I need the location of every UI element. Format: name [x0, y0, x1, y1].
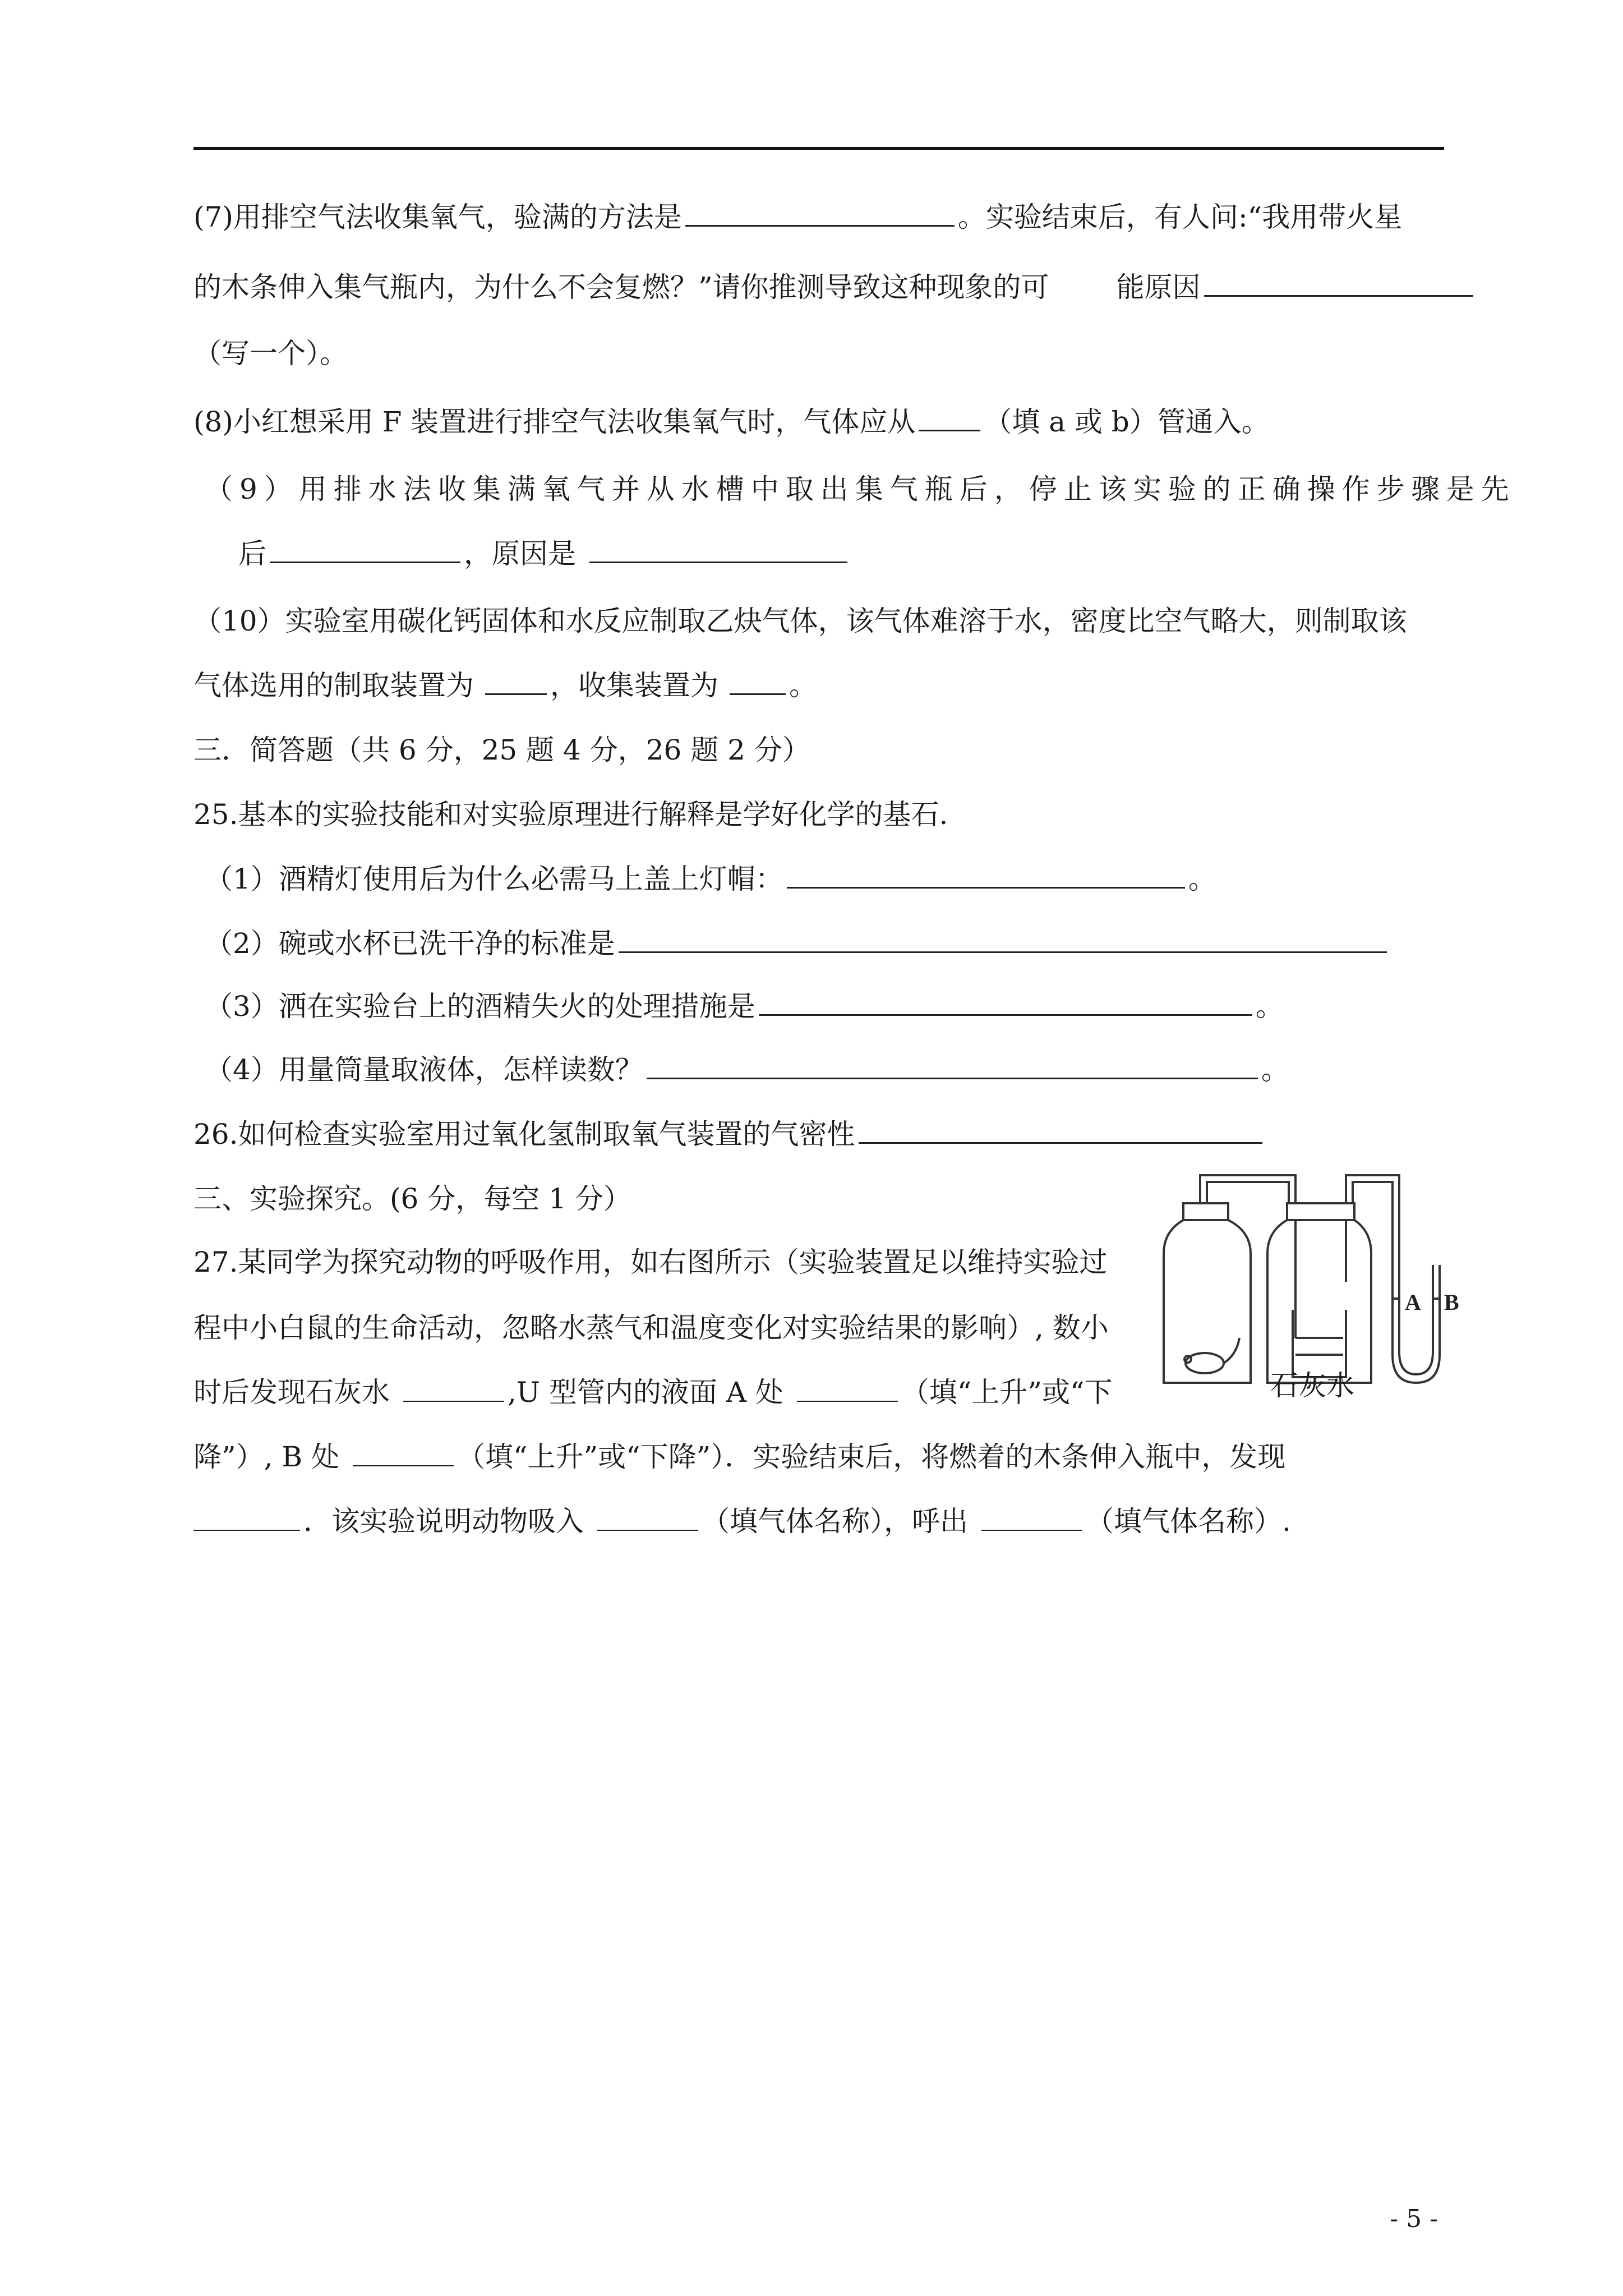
q7-line-1	[193, 199, 1402, 235]
q25-text: 。	[1188, 863, 1216, 895]
q27-text: ,U 型管内的液面 A 处	[508, 1376, 783, 1409]
q9-text: ，原因是	[464, 537, 576, 570]
q27-text: 降”）, B 处	[193, 1441, 339, 1473]
q9-blank-2[interactable]	[589, 537, 847, 563]
q10-blank-1[interactable]	[485, 669, 547, 695]
q27-blank-3[interactable]	[353, 1441, 454, 1466]
q9-text: （9）用排水法收集满氧气并从水槽中取出集气瓶后，停止该实验的正确操作步骤是先	[205, 473, 1516, 505]
q7-line-3	[193, 335, 348, 371]
page-number: - 5 -	[1390, 2205, 1438, 2233]
q27-text: （填“上升”或“下降”）．实验结束后，将燃着的木条伸入瓶中，发现	[457, 1441, 1286, 1473]
q25-text: 。	[1255, 990, 1284, 1023]
q10-text: 气体选用的制取装置为	[193, 669, 474, 702]
q27-line-5	[193, 1503, 1291, 1539]
q7-text: （写一个）。	[193, 337, 348, 370]
q27-text: ．该实验说明动物吸入	[303, 1505, 584, 1538]
q8-text: (8)小红想采用 F 装置进行排空气法收集氧气时，气体应从	[193, 406, 916, 438]
figure-caption: 石灰水	[1270, 1369, 1354, 1402]
q25-stem: 25.基本的实验技能和对实验原理进行解释是学好化学的基石.	[193, 798, 948, 831]
q27-text: 时后发现石灰水	[193, 1376, 390, 1409]
q25-blank-1[interactable]	[787, 862, 1185, 889]
u-tube-inner	[1399, 1265, 1433, 1374]
q25-text: （3）洒在实验台上的酒精失火的处理措施是	[205, 990, 755, 1023]
q27-blank-1[interactable]	[403, 1376, 504, 1402]
q7-text: 能原因	[1116, 271, 1201, 303]
q26-text: 26.如何检查实验室用过氧化氢制取氧气装置的气密性	[193, 1118, 855, 1151]
q7-line-2	[193, 269, 1477, 305]
q27-text: （填气体名称）.	[1086, 1505, 1291, 1538]
q10-text: ，收集装置为	[550, 669, 718, 702]
q8-blank[interactable]	[919, 405, 980, 431]
q7-blank-2[interactable]	[1204, 270, 1473, 297]
q10-text: 。	[789, 669, 817, 702]
q27-line-4	[193, 1439, 1285, 1475]
q27-line-2: 程中小白鼠的生命活动，忽略水蒸气和温度变化对实验结果的影响）, 数小	[193, 1312, 1109, 1344]
bottle-1	[1164, 1220, 1251, 1383]
q8-line	[193, 404, 1270, 440]
q27-text: （填“上升”或“下	[901, 1376, 1113, 1409]
q25-text: （4）用量筒量取液体，怎样读数？	[205, 1053, 643, 1086]
q7-text: 的木条伸入集气瓶内，为什么不会复燃？”请你推测导致这种现象的可	[193, 271, 1049, 303]
q25-blank-3[interactable]	[759, 990, 1252, 1016]
q25-blank-4[interactable]	[647, 1053, 1258, 1079]
section-heading-4: 三、实验探究。(6 分，每空 1 分）	[193, 1182, 631, 1215]
q7-blank-1[interactable]	[685, 200, 955, 227]
section-heading-3: 三．简答题（共 6 分，25 题 4 分，26 题 2 分）	[193, 734, 810, 766]
mouse-tail	[1224, 1338, 1239, 1363]
q27-text: （填气体名称），呼出	[702, 1505, 968, 1538]
q10-blank-2[interactable]	[730, 669, 786, 695]
q25-sub-4	[205, 1052, 1289, 1088]
label-a: A	[1405, 1290, 1421, 1315]
q26-blank[interactable]	[859, 1117, 1262, 1144]
q7-text: 。实验结束后，有人问:“我用带火星	[957, 201, 1403, 233]
q7-text: (7)用排空气法收集氧气，验满的方法是	[193, 201, 682, 233]
q27-blank-5[interactable]	[597, 1505, 698, 1531]
q9-line-2	[238, 536, 851, 572]
q8-text: （填 a 或 b）管通入。	[984, 406, 1270, 438]
q25-blank-2[interactable]	[619, 927, 1387, 953]
label-b: B	[1444, 1290, 1459, 1315]
q10-text: （10）实验室用碳化钙固体和水反应制取乙炔气体，该气体难溶于水，密度比空气略大，则制取该	[193, 605, 1407, 637]
q10-line-2	[193, 668, 817, 703]
q9-text: 后	[238, 537, 266, 570]
q27-blank-6[interactable]	[981, 1505, 1082, 1531]
q25-sub-2	[205, 926, 1390, 961]
q10-line-1	[193, 603, 1407, 639]
q27-line-1: 27.某同学为探究动物的呼吸作用，如右图所示（实验装置足以维持实验过	[193, 1246, 1108, 1278]
connecting-tube-1-inner	[1207, 1182, 1289, 1203]
header-rule	[193, 147, 1444, 150]
q9-line-1	[205, 471, 1516, 507]
bottle-2	[1267, 1220, 1371, 1383]
q26-line	[193, 1116, 1266, 1152]
q27-blank-2[interactable]	[797, 1376, 898, 1402]
q27-blank-4[interactable]	[193, 1505, 300, 1531]
q25-text: （1）酒精灯使用后为什么必需马上盖上灯帽：	[205, 863, 783, 895]
bottle-1-stopper	[1183, 1203, 1228, 1220]
q25-text: （2）碗或水杯已洗干净的标准是	[205, 927, 615, 960]
q9-blank-1[interactable]	[270, 537, 460, 563]
q25-sub-1	[205, 861, 1216, 897]
q25-text: 。	[1261, 1053, 1289, 1086]
connecting-tube-1	[1200, 1175, 1295, 1203]
bottle-2-stopper	[1287, 1203, 1354, 1220]
q27-line-3	[193, 1374, 1113, 1410]
q25-sub-3	[205, 988, 1284, 1024]
mouse-icon	[1186, 1353, 1224, 1373]
